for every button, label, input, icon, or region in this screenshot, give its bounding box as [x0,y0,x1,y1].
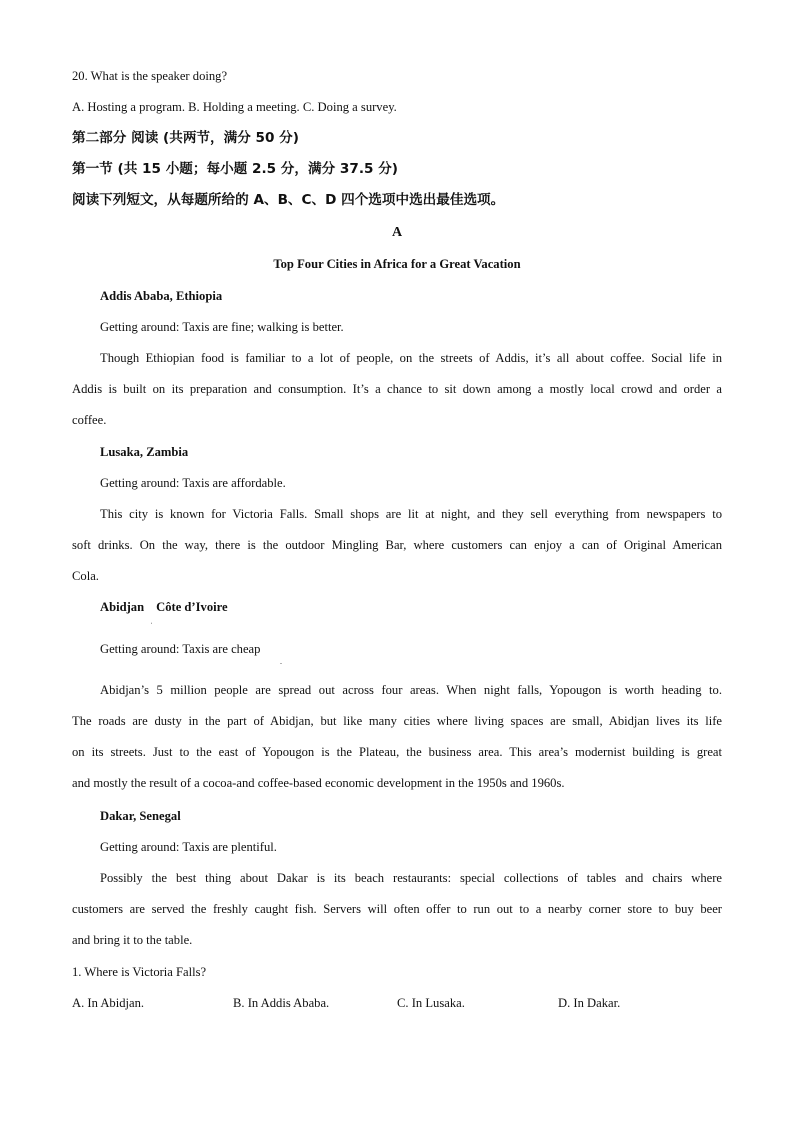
paragraph-line: and mostly the result of a cocoa-and coffee-based economic development in the 1950s and 1960s. [72,776,565,790]
question-1: 1. Where is Victoria Falls? [72,965,207,979]
stray-mark: . [280,657,282,666]
country-name-cote-divoire: Côte d’Ivoire [156,600,228,614]
city-heading-dakar: Dakar, Senegal [100,809,181,823]
paragraph-line: coffee. [72,413,107,427]
passage-title: Top Four Cities in Africa for a Great Vacation [273,257,521,271]
passage-letter: A [391,225,403,240]
paragraph-line: Possibly the best thing about Dakar is its beach restaurants: special collections of tables and chairs where [100,871,722,885]
city-heading-abidjan [100,599,722,615]
question-1-option-a: A. In Abidjan. [72,996,145,1010]
paragraph-line: and bring it to the table. [72,933,193,947]
getting-around-addis: Getting around: Taxis are fine; walking is better. [100,320,344,334]
paragraph-line: on its streets. Just to the east of Yopougon is the Plateau, the business area. This area’s modernist building is great [72,745,722,759]
question-1-option-b: B. In Addis Ababa. [233,996,330,1010]
question-20: 20. What is the speaker doing? [72,69,228,83]
paragraph-line: Addis is built on its preparation and consumption. It’s a chance to sit down among a mostly local crowd and order a [72,382,722,396]
city-heading-lusaka: Lusaka, Zambia [100,445,189,459]
paragraph-line: Abidjan’s 5 million people are spread out across four areas. When night falls, Yopougon is worth heading to. [100,683,722,697]
paragraph-line: This city is known for Victoria Falls. Small shops are lit at night, and they sell everything from newspapers to [100,507,722,521]
paragraph-line: customers are served the freshly caught fish. Servers will often offer to run out to a nearby corner store to buy beer [72,902,722,916]
city-heading-addis: Addis Ababa, Ethiopia [100,289,223,303]
paragraph-line: The roads are dusty in the part of Abidjan, but like many cities where living spaces are small, Abidjan lives its life [72,714,722,728]
getting-around-abidjan: Getting around: Taxis are cheap [100,642,261,656]
paragraph-line: Cola. [72,569,99,583]
reading-instructions: 阅读下列短文，从每题所给的 A、B、C、D 四个选项中选出最佳选项。 [72,192,505,208]
paragraph-line: soft drinks. On the way, there is the outdoor Mingling Bar, where customers can enjoy a can of Original American [72,538,722,552]
question-20-options: A. Hosting a program. B. Holding a meeting. C. Doing a survey. [72,100,397,114]
getting-around-dakar: Getting around: Taxis are plentiful. [100,840,277,854]
question-1-option-c: C. In Lusaka. [397,996,465,1010]
city-name-abidjan: Abidjan [100,600,145,614]
stray-mark: ˌ [150,615,153,624]
paragraph-line: Though Ethiopian food is familiar to a lot of people, on the streets of Addis, it’s all about coffee. Social life in [100,351,722,365]
getting-around-lusaka: Getting around: Taxis are affordable. [100,476,286,490]
question-1-option-d: D. In Dakar. [558,996,621,1010]
section-1-heading: 第一节 (共 15 小题；每小题 2.5 分，满分 37.5 分) [72,161,398,177]
part-2-heading: 第二部分 阅读 (共两节，满分 50 分) [72,130,299,146]
